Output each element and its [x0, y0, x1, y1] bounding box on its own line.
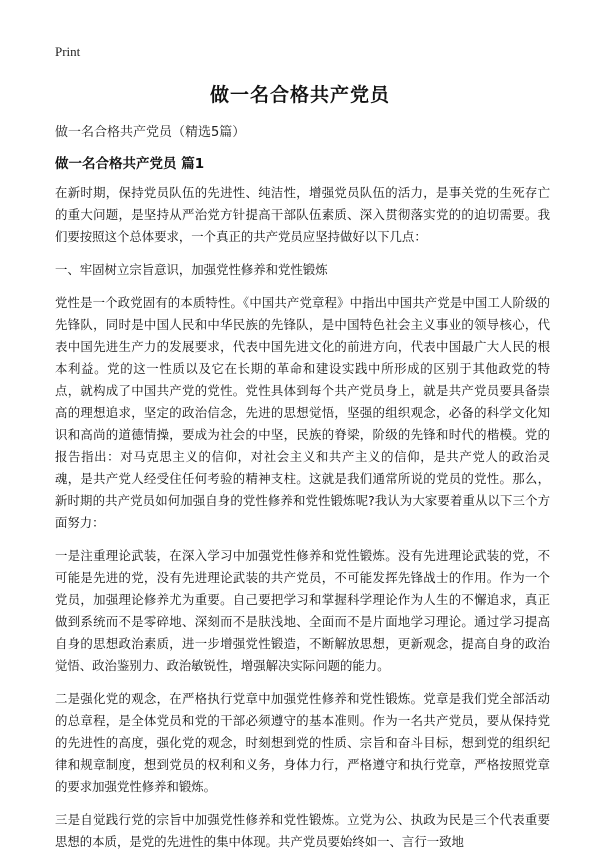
paragraph-point-three: 三是自觉践行党的宗旨中加强党性修养和党性锻炼。立党为公、执政为民是三个代表重要思想的本质，是党的先进性的集中体现。共产党员要始终如一、言行一致地	[55, 812, 550, 849]
paragraph-point-one: 一是注重理论武装，在深入学习中加强党性修养和党性锻炼。没有先进理论武装的党，不可能是先进的党，没有先进理论武装的共产党员，不可能发挥先锋战士的作用。作为一个党员，加强理论修养尤为重要。自己要把学习和掌握科学理论作为人生的不懈追求，真正做到系统而不是零碎地、深刻而不是肤浅地、全面而不是片面地学习理论。通过学习提高自身的思想政治素质，进一步增强党性锻造，不断解放思想，更新观念，提高自身的政治觉悟、政治鉴别力、政治敏锐性，增强解决实际问题的能力。	[55, 548, 550, 673]
paragraph-intro: 在新时期，保持党员队伍的先进性、纯洁性，增强党员队伍的活力，是事关党的生死存亡的重大问题，是坚持从严治党方针提高干部队伍素质、深入贯彻落实党的的迫切需要。我们要按照这个总体要求，一个真正的共产党员应坚持做好以下几点：	[55, 185, 550, 244]
paragraph-point-two: 二是强化党的观念，在严格执行党章中加强党性修养和党性锻炼。党章是我们党全部活动的总章程，是全体党员和党的干部必须遵守的基本准则。作为一名共产党员，要从保持党的先进性的高度，强化党的观念，时刻想到党的性质、宗旨和奋斗目标，想到党的组织纪律和规章制度，想到党员的权利和义务，身体力行，严格遵守和执行党章，严格按照党章的要求加强党性修养和锻炼。	[55, 691, 550, 794]
document-subtitle: 做一名合格共产党员（精选5篇）	[55, 125, 246, 140]
document-body	[55, 182, 550, 864]
print-link[interactable]: Print	[55, 44, 81, 59]
page-title: 做一名合格共产党员	[209, 84, 390, 106]
paragraph-subheading: 一、牢固树立宗旨意识，加强党性修养和党性锻炼	[55, 262, 328, 277]
section-heading: 做一名合格共产党员 篇1	[55, 156, 205, 172]
paragraph-party-nature: 党性是一个政党固有的本质特性。《中国共产党章程》中指出中国共产党是中国工人阶级的先锋队，同时是中国人民和中华民族的先锋队，是中国特色社会主义事业的领导核心，代表中国先进生产力的发展要求，代表中国先进文化的前进方向，代表中国最广大人民的根本利益。党的这一性质以及它在长期的革命和建设实践中所形成的区别于其他政党的特点，就构成了中国共产党的党性。党性具体到每个共产党员身上，就是共产党员要具备崇高的理想追求，坚定的政治信念，先进的思想觉悟，坚强的组织观念，必备的科学文化知识和高尚的道德情操，要成为社会的中坚，民族的脊梁，阶级的先锋和时代的楷模。党的报告指出：对马克思主义的信仰，对社会主义和共产主义的信仰，是共产党人的政治灵魂，是共产党人经受住任何考验的精神支柱。这就是我们通常所说的党员的党性。那么，新时期的共产党员如何加强自身的党性修养和党性锻炼呢?我认为大家要着重从以下三个方面努力：	[55, 295, 550, 530]
